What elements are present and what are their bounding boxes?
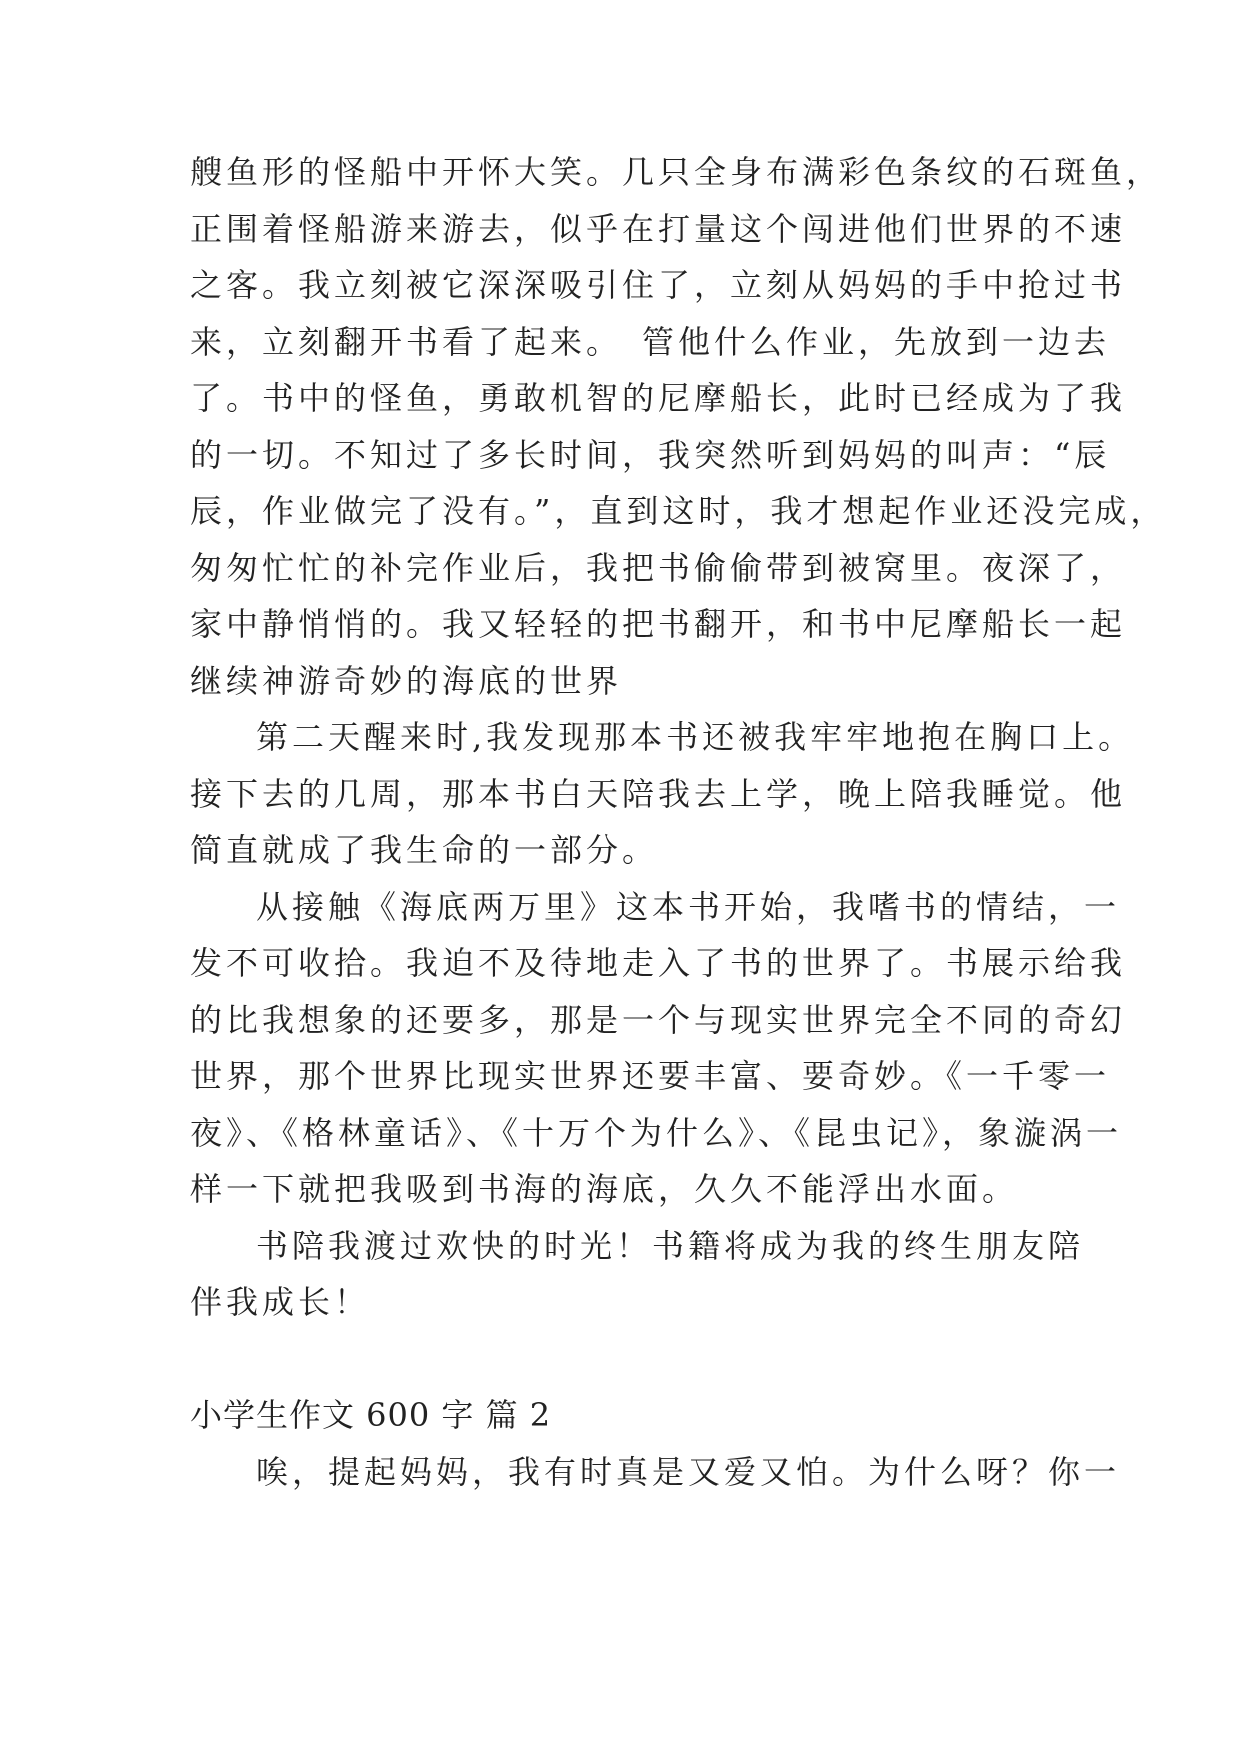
- text-line: 了。书中的怪鱼，勇敢机智的尼摩船长，此时已经成为了我: [190, 379, 1127, 417]
- section-heading: 小学生作文 600 字 篇 2: [190, 1396, 552, 1434]
- text-line: 来，立刻翻开书看了起来。 管他什么作业，先放到一边去: [190, 323, 1111, 361]
- text-line: 简直就成了我生命的一部分。: [190, 831, 659, 869]
- text-line: 继续神游奇妙的海底的世界: [190, 662, 623, 700]
- text-line: 夜》、《格林童话》、《十万个为什么》、《昆虫记》，象漩涡一: [190, 1114, 1123, 1152]
- text-line: 正围着怪船游来游去，似乎在打量这个闯进他们世界的不速: [190, 210, 1127, 248]
- text-line: 接下去的几周，那本书白天陪我去上学，晚上陪我睡觉。他: [190, 775, 1127, 813]
- text-line: 家中静悄悄的。我又轻轻的把书翻开，和书中尼摩船长一起: [190, 605, 1127, 643]
- text-line: 世界，那个世界比现实世界还要丰富、要奇妙。《一千零一: [190, 1057, 1111, 1095]
- text-line: 艘鱼形的怪船中开怀大笑。几只全身布满彩色条纹的石斑鱼，: [190, 153, 1163, 191]
- text-line: 的比我想象的还要多，那是一个与现实世界完全不同的奇幻: [190, 1001, 1127, 1039]
- text-line: 的一切。不知过了多长时间，我突然听到妈妈的叫声：“辰: [190, 436, 1111, 474]
- paragraph-start-line: 从接触《海底两万里》这本书开始，我嗜书的情结，一: [256, 888, 1121, 926]
- text-line: 伴我成长！: [190, 1283, 371, 1321]
- text-line: 辰，作业做完了没有。”，直到这时，我才想起作业还没完成，: [190, 492, 1167, 530]
- paragraph-start-line: 唉，提起妈妈，我有时真是又爱又怕。为什么呀？你一: [256, 1453, 1121, 1491]
- text-line: 匆匆忙忙的补完作业后，我把书偷偷带到被窝里。夜深了，: [190, 549, 1127, 587]
- text-line: 之客。我立刻被它深深吸引住了，立刻从妈妈的手中抢过书: [190, 266, 1127, 304]
- text-line: 发不可收拾。我迫不及待地走入了书的世界了。书展示给我: [190, 944, 1127, 982]
- paragraph-start-line: 第二天醒来时,我发现那本书还被我牢牢地抱在胸口上。: [256, 718, 1135, 756]
- text-line: 样一下就把我吸到书海的海底，久久不能浮出水面。: [190, 1170, 1019, 1208]
- paragraph-start-line: 书陪我渡过欢快的时光！书籍将成为我的终生朋友陪: [256, 1227, 1085, 1265]
